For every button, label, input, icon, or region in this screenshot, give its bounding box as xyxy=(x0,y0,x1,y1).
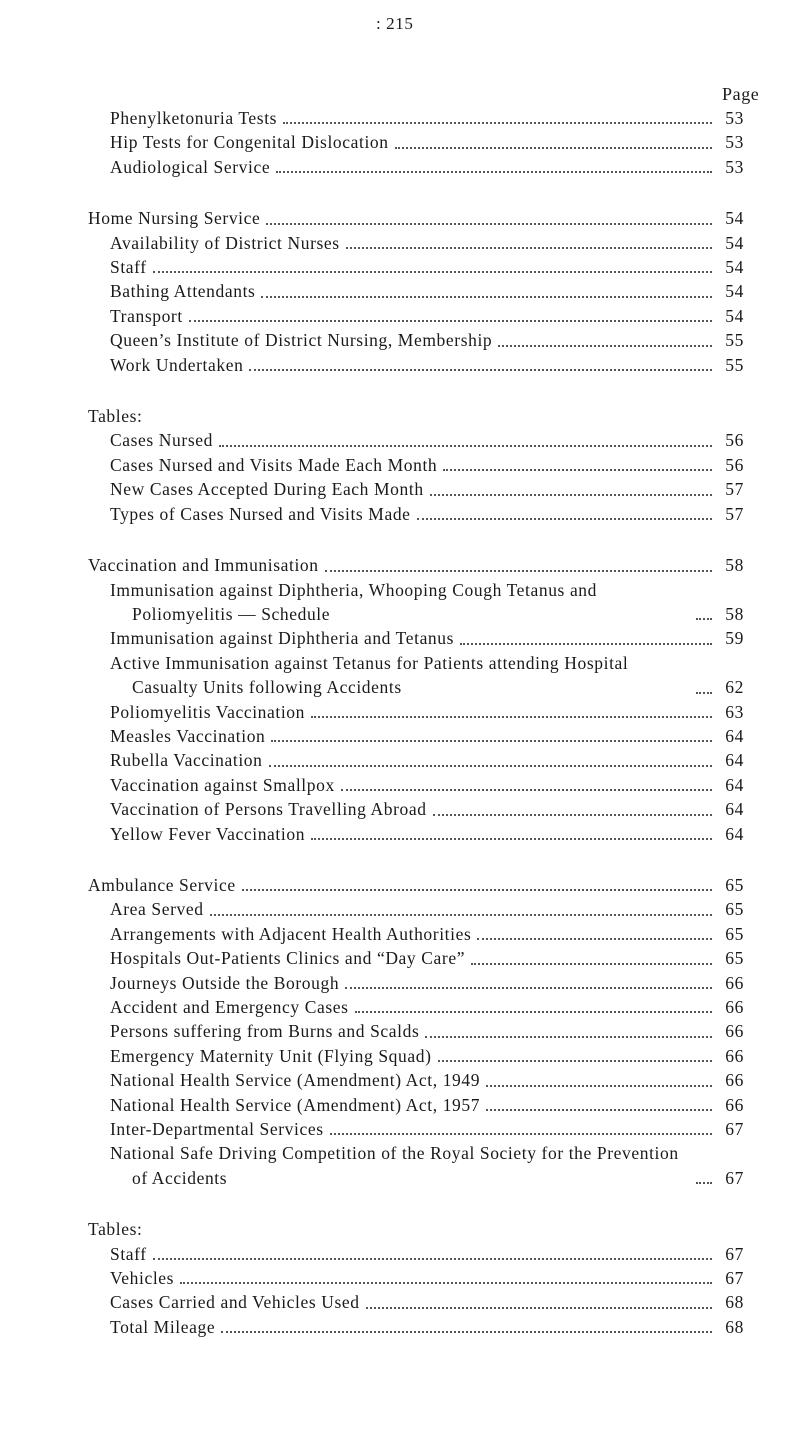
toc-entry-title: Staff xyxy=(110,1243,147,1264)
toc-page-number: 55 xyxy=(725,330,744,351)
dot-leader xyxy=(261,296,712,298)
toc-entry xyxy=(88,995,744,1019)
toc-page-number: 67 xyxy=(725,1167,744,1188)
toc-entry xyxy=(88,477,744,501)
toc-entry-title: Phenylketonuria Tests xyxy=(110,108,278,128)
toc-entry xyxy=(88,922,744,946)
toc-entry-title: Arrangements with Adjacent Health Authorities xyxy=(110,923,472,944)
dot-leader xyxy=(696,618,712,620)
toc-entry-title: Area Served xyxy=(110,899,204,920)
toc-heading xyxy=(88,206,744,230)
toc-entry-title: Hip Tests for Congenital Dislocation xyxy=(110,132,389,153)
toc-page-number: 67 xyxy=(725,1268,744,1289)
toc-entry-title: Emergency Maternity Unit (Flying Squad) xyxy=(110,1045,432,1066)
dot-leader xyxy=(430,494,712,496)
toc-section xyxy=(88,553,744,846)
toc-entry xyxy=(88,946,744,970)
toc-page-number: 66 xyxy=(725,1094,744,1115)
toc-entry-title: Journeys Outside the Borough xyxy=(110,972,340,993)
dot-leader xyxy=(330,1133,712,1135)
dot-leader xyxy=(471,963,712,965)
toc-entry xyxy=(88,428,744,452)
toc-page-number: 64 xyxy=(725,725,744,746)
toc-entry-title: Rubella Vaccination xyxy=(110,750,263,771)
toc-entry xyxy=(88,797,744,821)
dot-leader xyxy=(696,1182,712,1184)
toc-entry xyxy=(88,1141,744,1190)
toc-entry-title: National Safe Driving Competition of the Royal Society for the Prevention of Accidents xyxy=(110,1143,679,1188)
toc-page-number: 65 xyxy=(725,874,744,895)
dot-leader xyxy=(311,716,712,718)
page-column-header: Page xyxy=(722,84,760,104)
dot-leader xyxy=(460,643,712,645)
toc-entry-title: Vehicles xyxy=(110,1268,175,1289)
toc-page-number: 66 xyxy=(725,1045,744,1066)
toc-page-number: 53 xyxy=(725,132,744,153)
toc-entry xyxy=(88,304,744,328)
toc-entry-title: Poliomyelitis Vaccination xyxy=(110,701,306,722)
toc-entry xyxy=(88,1290,744,1314)
toc-page-number: 64 xyxy=(725,750,744,771)
toc-page-number: 57 xyxy=(725,479,744,500)
dot-leader xyxy=(180,1282,712,1284)
toc-entry-title: Queen’s Institute of District Nursing, Membership xyxy=(110,330,493,351)
toc-page-number: 66 xyxy=(725,1021,744,1042)
toc-section xyxy=(88,1217,744,1339)
toc-entry-title: Availability of District Nurses xyxy=(110,232,340,253)
toc-entry-title: New Cases Accepted During Each Month xyxy=(110,479,424,500)
dot-leader xyxy=(283,122,712,124)
toc-page-number: 54 xyxy=(725,208,744,229)
dot-leader xyxy=(425,1036,712,1038)
toc-entry-title: Work Undertaken xyxy=(110,354,244,375)
toc-entry-title: Tables: xyxy=(88,406,143,427)
dot-leader xyxy=(221,1331,712,1333)
toc-heading xyxy=(88,873,744,897)
toc-entry-title: Tables: xyxy=(88,1219,143,1240)
toc-page-number: 66 xyxy=(725,997,744,1017)
toc-page-number: 53 xyxy=(725,156,744,177)
toc-entry xyxy=(88,106,744,130)
toc-heading xyxy=(88,404,744,428)
toc-page-number: 65 xyxy=(725,899,744,920)
toc-entry-title: Inter-Departmental Services xyxy=(110,1119,324,1140)
toc-page-number: 63 xyxy=(725,701,744,722)
toc-entry-title: Immunisation against Diphtheria and Tetanus xyxy=(110,628,455,649)
dot-leader xyxy=(355,1011,712,1013)
dot-leader xyxy=(266,223,712,225)
dot-leader xyxy=(477,938,712,940)
toc-entry-title: Bathing Attendants xyxy=(110,281,256,302)
dot-leader xyxy=(210,914,712,916)
dot-leader xyxy=(269,765,713,767)
toc-page-number: 55 xyxy=(725,354,744,375)
dot-leader xyxy=(249,369,712,371)
toc-entry-title: Types of Cases Nursed and Visits Made xyxy=(110,503,411,524)
toc-entry-title: Total Mileage xyxy=(110,1316,216,1337)
toc-entry xyxy=(88,822,744,846)
toc-page-number: 54 xyxy=(725,257,744,278)
toc-entry xyxy=(88,1315,744,1339)
toc-page-number: 67 xyxy=(725,1243,744,1264)
toc-entry xyxy=(88,651,744,700)
toc-page-number: 65 xyxy=(725,948,744,969)
toc-page-number: 65 xyxy=(725,923,744,944)
dot-leader xyxy=(498,345,712,347)
toc-entry-title: Active Immunisation against Tetanus for Patients attending Hospital Casualty Units following Accidents xyxy=(110,652,629,698)
toc-page-number: 68 xyxy=(725,1292,744,1313)
toc-entry xyxy=(88,1093,744,1117)
toc-entry xyxy=(88,255,744,279)
dot-leader xyxy=(276,171,712,173)
toc-entry-title: Yellow Fever Vaccination xyxy=(110,823,306,844)
toc-section xyxy=(88,106,744,179)
toc-page-number: 57 xyxy=(725,503,744,524)
toc-page-number: 64 xyxy=(725,774,744,795)
dot-leader xyxy=(486,1109,712,1111)
dot-leader xyxy=(311,838,712,840)
dot-leader xyxy=(153,1258,712,1260)
toc-entry xyxy=(88,1044,744,1068)
toc-entry xyxy=(88,971,744,995)
page-number: : 215 xyxy=(376,14,414,33)
toc-entry-title: Vaccination and Immunisation xyxy=(88,555,319,576)
toc-page-number: 56 xyxy=(725,454,744,475)
toc-entry-title: Immunisation against Diphtheria, Whooping Cough Tetanus and Poliomyelitis — Schedule xyxy=(110,579,598,624)
toc-page-number: 62 xyxy=(725,677,744,698)
toc-page-number: 68 xyxy=(725,1316,744,1337)
dot-leader xyxy=(271,740,712,742)
toc-entry-title: Home Nursing Service xyxy=(88,208,261,229)
toc-entry-title: National Health Service (Amendment) Act, 1949 xyxy=(110,1070,481,1091)
toc-section xyxy=(88,404,744,526)
toc-section xyxy=(88,206,744,377)
toc-entry-title: Cases Nursed and Visits Made Each Month xyxy=(110,454,438,475)
toc-entry xyxy=(88,773,744,797)
dot-leader xyxy=(242,889,712,891)
table-of-contents xyxy=(88,106,744,1366)
dot-leader xyxy=(341,789,712,791)
toc-entry-title: Cases Carried and Vehicles Used xyxy=(110,1292,360,1313)
toc-page-number: 66 xyxy=(725,972,744,993)
dot-leader xyxy=(345,987,712,989)
toc-entry xyxy=(88,502,744,526)
toc-page-number: 58 xyxy=(725,603,744,624)
toc-entry-title: Vaccination against Smallpox xyxy=(110,774,335,795)
dot-leader xyxy=(189,320,712,322)
toc-entry xyxy=(88,1242,744,1266)
dot-leader xyxy=(219,445,712,447)
toc-entry xyxy=(88,353,744,377)
toc-heading xyxy=(88,553,744,577)
toc-entry xyxy=(88,700,744,724)
dot-leader xyxy=(395,147,712,149)
toc-entry-title: Audiological Service xyxy=(110,156,271,177)
toc-page-number: 67 xyxy=(725,1119,744,1140)
toc-page-number: 54 xyxy=(725,305,744,326)
dot-leader xyxy=(443,469,712,471)
toc-entry xyxy=(88,1019,744,1043)
toc-entry xyxy=(88,231,744,255)
toc-page-number: 58 xyxy=(725,555,744,576)
toc-entry xyxy=(88,279,744,303)
toc-entry-title: Staff xyxy=(110,257,147,278)
toc-section xyxy=(88,873,744,1190)
dot-leader xyxy=(438,1060,713,1062)
toc-page-number: 54 xyxy=(725,281,744,302)
toc-page-number: 64 xyxy=(725,823,744,844)
toc-entry-title: Transport xyxy=(110,305,183,326)
dot-leader xyxy=(433,814,712,816)
toc-entry-title: Ambulance Service xyxy=(88,874,236,895)
dot-leader xyxy=(366,1307,712,1309)
toc-entry xyxy=(88,1068,744,1092)
toc-heading xyxy=(88,1217,744,1241)
toc-entry xyxy=(88,724,744,748)
toc-entry xyxy=(88,1117,744,1141)
dot-leader xyxy=(417,518,712,520)
toc-entry-title: Hospitals Out-Patients Clinics and “Day Care” xyxy=(110,948,466,969)
dot-leader xyxy=(696,692,712,694)
toc-entry xyxy=(88,328,744,352)
toc-entry xyxy=(88,453,744,477)
dot-leader xyxy=(346,247,712,249)
toc-entry-title: Persons suffering from Burns and Scalds xyxy=(110,1021,420,1042)
toc-entry xyxy=(88,155,744,179)
toc-entry-title: Accident and Emergency Cases xyxy=(110,997,349,1017)
toc-page-number: 54 xyxy=(725,232,744,253)
toc-page-number: 64 xyxy=(725,799,744,820)
toc-entry xyxy=(88,626,744,650)
toc-entry xyxy=(88,130,744,154)
dot-leader xyxy=(486,1085,712,1087)
dot-leader xyxy=(153,271,712,273)
toc-entry-title: National Health Service (Amendment) Act, 1957 xyxy=(110,1094,481,1115)
toc-page-number: 66 xyxy=(725,1070,744,1091)
dot-leader xyxy=(325,570,712,572)
toc-page-number: 59 xyxy=(725,628,744,649)
toc-page-number: 53 xyxy=(725,108,744,128)
toc-entry xyxy=(88,748,744,772)
toc-entry xyxy=(88,1266,744,1290)
toc-entry xyxy=(88,897,744,921)
toc-entry xyxy=(88,578,744,627)
toc-entry-title: Cases Nursed xyxy=(110,430,213,451)
toc-entry-title: Vaccination of Persons Travelling Abroad xyxy=(110,799,427,820)
toc-entry-title: Measles Vaccination xyxy=(110,725,266,746)
toc-page-number: 56 xyxy=(725,430,744,451)
